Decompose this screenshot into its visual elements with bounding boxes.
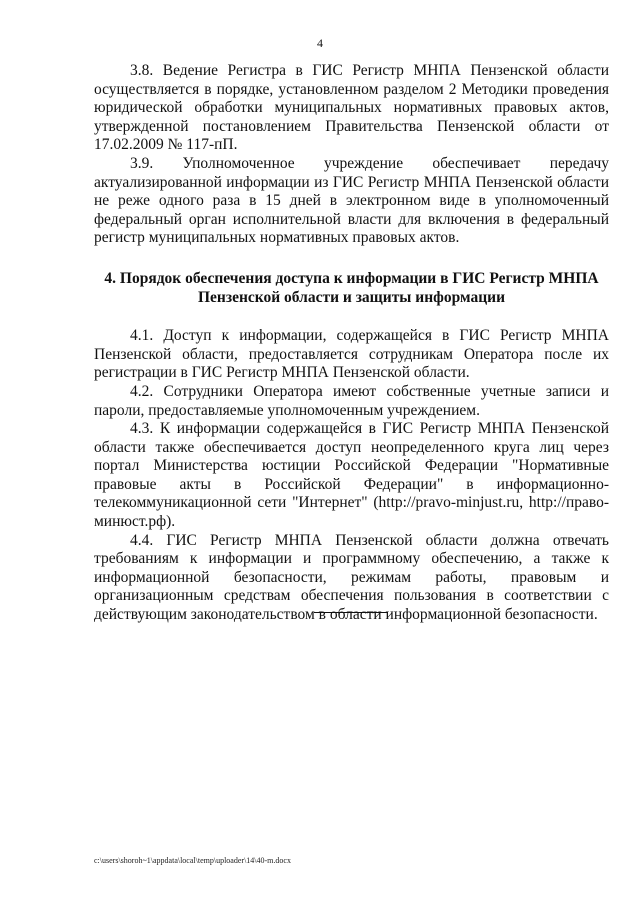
section-4-heading: 4. Порядок обеспечения доступа к информации в ГИС Регистр МНПА Пензенской области и защиты информации: [104, 269, 599, 306]
footer-file-path: c:\users\shoroh~1\appdata\local\temp\uploader\14\40-m.docx: [94, 856, 291, 865]
paragraph-3-9: 3.9. Уполномоченное учреждение обеспечивает передачу актуализированной информации из ГИС Регистр МНПА Пензенской области не реже одного раза в 15 дней в электронном виде в уполномоченный федеральный орган исполнительной власти для включения в федеральный регистр муниципальных нормативных правовых актов.: [94, 154, 609, 247]
document-body: [94, 62, 609, 625]
end-separator-line: [314, 612, 388, 613]
paragraph-3-8: 3.8. Ведение Регистра в ГИС Регистр МНПА Пензенской области осуществляется в порядке, установленном разделом 2 Методики проведения юридической обработки муниципальных нормативных правовых актов, утвержденной постановлением Правительства Пензенской области от 17.02.2009 № 117-пП.: [94, 62, 609, 154]
paragraph-4-4: 4.4. ГИС Регистр МНПА Пензенской области должна отвечать требованиям к информации и программному обеспечению, а также к информационной безопасности, режимам работы, правовым и организационным средствам обеспечения пользования в соответствии с действующим законодательством в области информационной безопасности.: [94, 531, 609, 624]
paragraph-4-1: 4.1. Доступ к информации, содержащейся в ГИС Регистр МНПА Пензенской области, предоставляется сотрудникам Оператора после их регистрации в ГИС Регистр МНПА Пензенской области.: [94, 327, 609, 382]
paragraph-4-2: 4.2. Сотрудники Оператора имеют собственные учетные записи и пароли, предоставляемые уполномоченным учреждением.: [94, 382, 609, 419]
page-number: 4: [317, 36, 323, 50]
paragraph-4-3: 4.3. К информации содержащейся в ГИС Регистр МНПА Пензенской области также обеспечивается доступ неопределенного круга лиц через портал Министерства юстиции Российской Федерации "Нормативные правовые акты в Российской Федерации" в информационно-телекоммуникационной сети "Интернет" (http://pravo-minjust.ru, http://право-минюст.рф).: [94, 420, 609, 531]
